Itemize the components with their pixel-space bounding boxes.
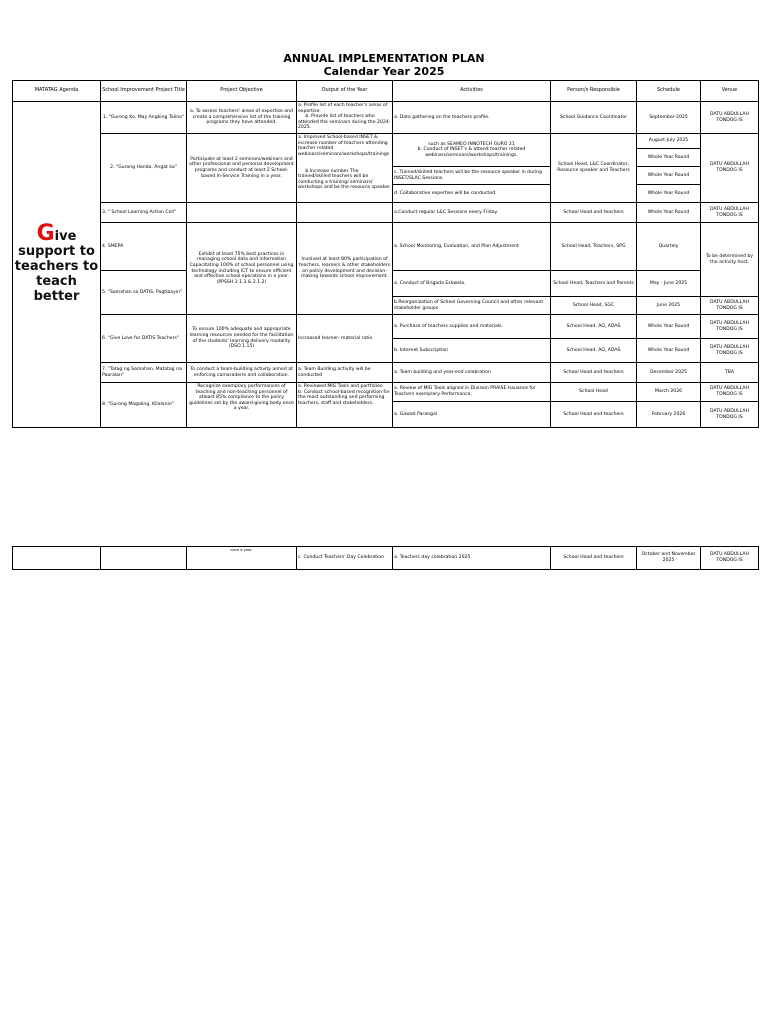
activity: a. Data gathering on the teachers profile. <box>393 102 551 134</box>
project-objective: Participate at least 2 seminars/webinars and other professional and personal development programs and conduct at least 2 School-based In-Service Training in a year. <box>187 134 297 203</box>
project-title: 5. "Samahan sa DATIS, Pagtibayin" <box>101 271 187 315</box>
schedule: August-July 2025 <box>637 134 701 149</box>
table-row <box>13 547 759 570</box>
output-of-year: Increased learner- material ratio <box>297 315 393 363</box>
schedule: Whole Year Round <box>637 167 701 185</box>
activity: a. Purchase of teachers supplies and materials. <box>393 315 551 339</box>
project-title: 2. "Gurong Handa, Angat ka" <box>101 134 187 203</box>
agenda-text: support to teachers to teach better <box>14 243 99 304</box>
project-title: 8. "Gurong Magaling, Kilalanin" <box>101 383 187 428</box>
activity: c. Trained/skilled teachers will be the resource speaker in during INSET/SLAC Sessions. <box>393 167 551 185</box>
person-responsible: School Head and teachers <box>551 402 637 428</box>
output-empty <box>297 203 393 223</box>
venue: DATU ABDULLAH TONDOG IS <box>701 297 759 315</box>
header-project: School Improvement Project Title <box>101 81 187 102</box>
project-title: 1. "Gurong Ko, May Angking Talino" <box>101 102 187 134</box>
activity: a. School Monitoring, Evaluation, and Plan Adjustment <box>393 223 551 271</box>
title-line-1: ANNUAL IMPLEMENTATION PLAN <box>283 52 485 65</box>
activity: a. Review of MIG Tools aligned in Division PRAISE Issuance for Teachers exemplary Performance. <box>393 383 551 402</box>
person-responsible: School Head, Teachers and Parents <box>551 271 637 297</box>
table-row <box>13 363 759 383</box>
activity <box>393 134 551 167</box>
table-row <box>13 134 759 149</box>
output-of-year: a. Reviewed MIG Tools and portfolios. b. Conduct school-based recognition for the most outstanding and performing teachers, staff and stakeholders. <box>297 383 393 428</box>
document-title <box>0 52 768 78</box>
activity-b: b. Conduct of INSET's & attend teacher related webinars/seminars/workshops/trainings. <box>417 147 526 158</box>
table-row <box>13 102 759 134</box>
schedule: October and November 2025 <box>637 547 701 570</box>
person-responsible: School Guidance Coordinator <box>551 102 637 134</box>
schedule: Whole Year Round <box>637 339 701 363</box>
project-title: 3. " School Learning Action Cell" <box>101 203 187 223</box>
venue: DATU ABDULLAH TONDOG IS <box>701 134 759 203</box>
table-row <box>13 203 759 223</box>
venue: DATU ABDULLAH TONDOG IS <box>701 203 759 223</box>
activity: a.Conduct regular L&C Sessions every Friday. <box>393 203 551 223</box>
venue: DATU ABDULLAH TONDOG IS <box>701 315 759 339</box>
project-continued <box>101 547 187 570</box>
activity: b. Internet Subscription <box>393 339 551 363</box>
person-responsible: School Head and teachers <box>551 547 637 570</box>
project-objective-empty <box>187 203 297 223</box>
page-break-gap <box>0 442 768 546</box>
activity: a. Gawad Parangal <box>393 402 551 428</box>
activity: a. Team building and year-end celebration <box>393 363 551 383</box>
venue: TBA <box>701 363 759 383</box>
header-output: Output of the Year <box>297 81 393 102</box>
schedule: September-2025 <box>637 102 701 134</box>
schedule: Whole Year Round <box>637 315 701 339</box>
agenda-first-word-rest: ive <box>54 228 77 244</box>
venue: DATU ABDULLAH TONDOG IS <box>701 102 759 134</box>
person-responsible: School Head <box>551 383 637 402</box>
person-responsible: School Head, AO, ADAS <box>551 315 637 339</box>
table-row <box>13 383 759 402</box>
schedule: March 2026 <box>637 383 701 402</box>
project-objective: Recognize exemplary performances of teaching and non-teaching personnel of atleast 85% compliance to the policy guidelines set by the award-giving body once a year. <box>187 383 297 428</box>
output-of-year: a. Improved School-based INSET & increase number of teachers attending teacher related webinars/seminars/workshops/trainings b.Increase number The trained/skilled teachers will be conducting a training/ seminars/ workshops and be the resource speaker. <box>297 134 393 203</box>
activity: a. Teachers day celebration 2025 <box>393 547 551 570</box>
venue: DATU ABDULLAH TONDOG IS <box>701 339 759 363</box>
table-row <box>13 315 759 339</box>
continuation-table <box>12 546 759 570</box>
agenda-continued <box>13 547 101 570</box>
activity: a. Conduct of Brigada Eskwela. <box>393 271 551 297</box>
project-title: 6. "Give Love for DATIS Teachers" <box>101 315 187 363</box>
title-line-2: Calendar Year 2025 <box>323 65 445 78</box>
header-agenda: MATATAG Agenda <box>13 81 101 102</box>
agenda-cell <box>13 102 101 428</box>
venue: DATU ABDULLAH TONDOG IS <box>701 547 759 570</box>
objective-continued: once a year. <box>187 547 297 570</box>
venue: DATU ABDULLAH TONDOG IS <box>701 402 759 428</box>
schedule: June 2025 <box>637 297 701 315</box>
schedule: December 2025 <box>637 363 701 383</box>
activity-a: such as SEAMEO INNOTECH GURO 21 <box>428 141 515 147</box>
person-responsible: School Head, L&C Coordinator, Resource speaker and Teachers <box>551 134 637 203</box>
venue: To be determined by the activity host. <box>701 223 759 297</box>
agenda-big-letter: G <box>36 220 55 246</box>
person-responsible: School Head, SGC <box>551 297 637 315</box>
header-row <box>13 81 759 102</box>
project-objective: Exhibit at least 75% best practices in managing school data and information Capacitating 100% of school personnel using technology including ICT to ensure efficient and effective school operations in a year. (PPSSH 2.1.3 & 2.1.2) <box>187 223 297 315</box>
project-objective: To ensure 100% adequate and appropriate learning resources needed for the facilitation of the students' learning delivery modality (DSO 1.15) <box>187 315 297 363</box>
implementation-plan-table <box>12 80 759 428</box>
output-of-year: a. Team Building activity will be conducted <box>297 363 393 383</box>
header-objective: Project Objective <box>187 81 297 102</box>
schedule: Whole Year Round <box>637 149 701 167</box>
project-objective: To conduct a team-building activity aimed at enforcing camaraderie and collaboration. <box>187 363 297 383</box>
activity: b.Reorganization of School Governing Council and other relevant stakeholder groups <box>393 297 551 315</box>
schedule: Quartely <box>637 223 701 271</box>
project-objective: a. To assess teachers' areas of expertise and create a comprehensive list of the training programs they have attended. <box>187 102 297 134</box>
schedule: February 2026 <box>637 402 701 428</box>
output-of-year: Involved at least 80% participation of teachers, learners & other stakeholders on policy development and decision-making towards school improvement. <box>297 223 393 315</box>
header-schedule: Schedule <box>637 81 701 102</box>
table-row <box>13 223 759 271</box>
person-responsible: School Head, Teachers, SPG <box>551 223 637 271</box>
schedule: Whole Year Round <box>637 185 701 203</box>
venue: DATU ABDULLAH TONDOG IS <box>701 383 759 402</box>
person-responsible: School Head, AO, ADAS <box>551 339 637 363</box>
output-of-year: a. Profile list of each teacher's areas of expertise. b. Provide list of teachers who attended the seminars during the 2024-2025. <box>297 102 393 134</box>
header-venue: Venue <box>701 81 759 102</box>
header-activities: Activities <box>393 81 551 102</box>
person-responsible: School Head and teachers <box>551 363 637 383</box>
header-person: Person/s Responsible <box>551 81 637 102</box>
schedule: Whole Year Round <box>637 203 701 223</box>
project-title: 4. SMEPA <box>101 223 187 271</box>
project-title: 7. "Tatag ng Samahan, Matatag na Paaralan" <box>101 363 187 383</box>
output-of-year: c. Conduct Teachers' Day Celebration <box>297 547 393 570</box>
schedule: May - June 2025 <box>637 271 701 297</box>
activity: d. Collaborative expertise will be conducted. <box>393 185 551 203</box>
person-responsible: School Head and teachers <box>551 203 637 223</box>
